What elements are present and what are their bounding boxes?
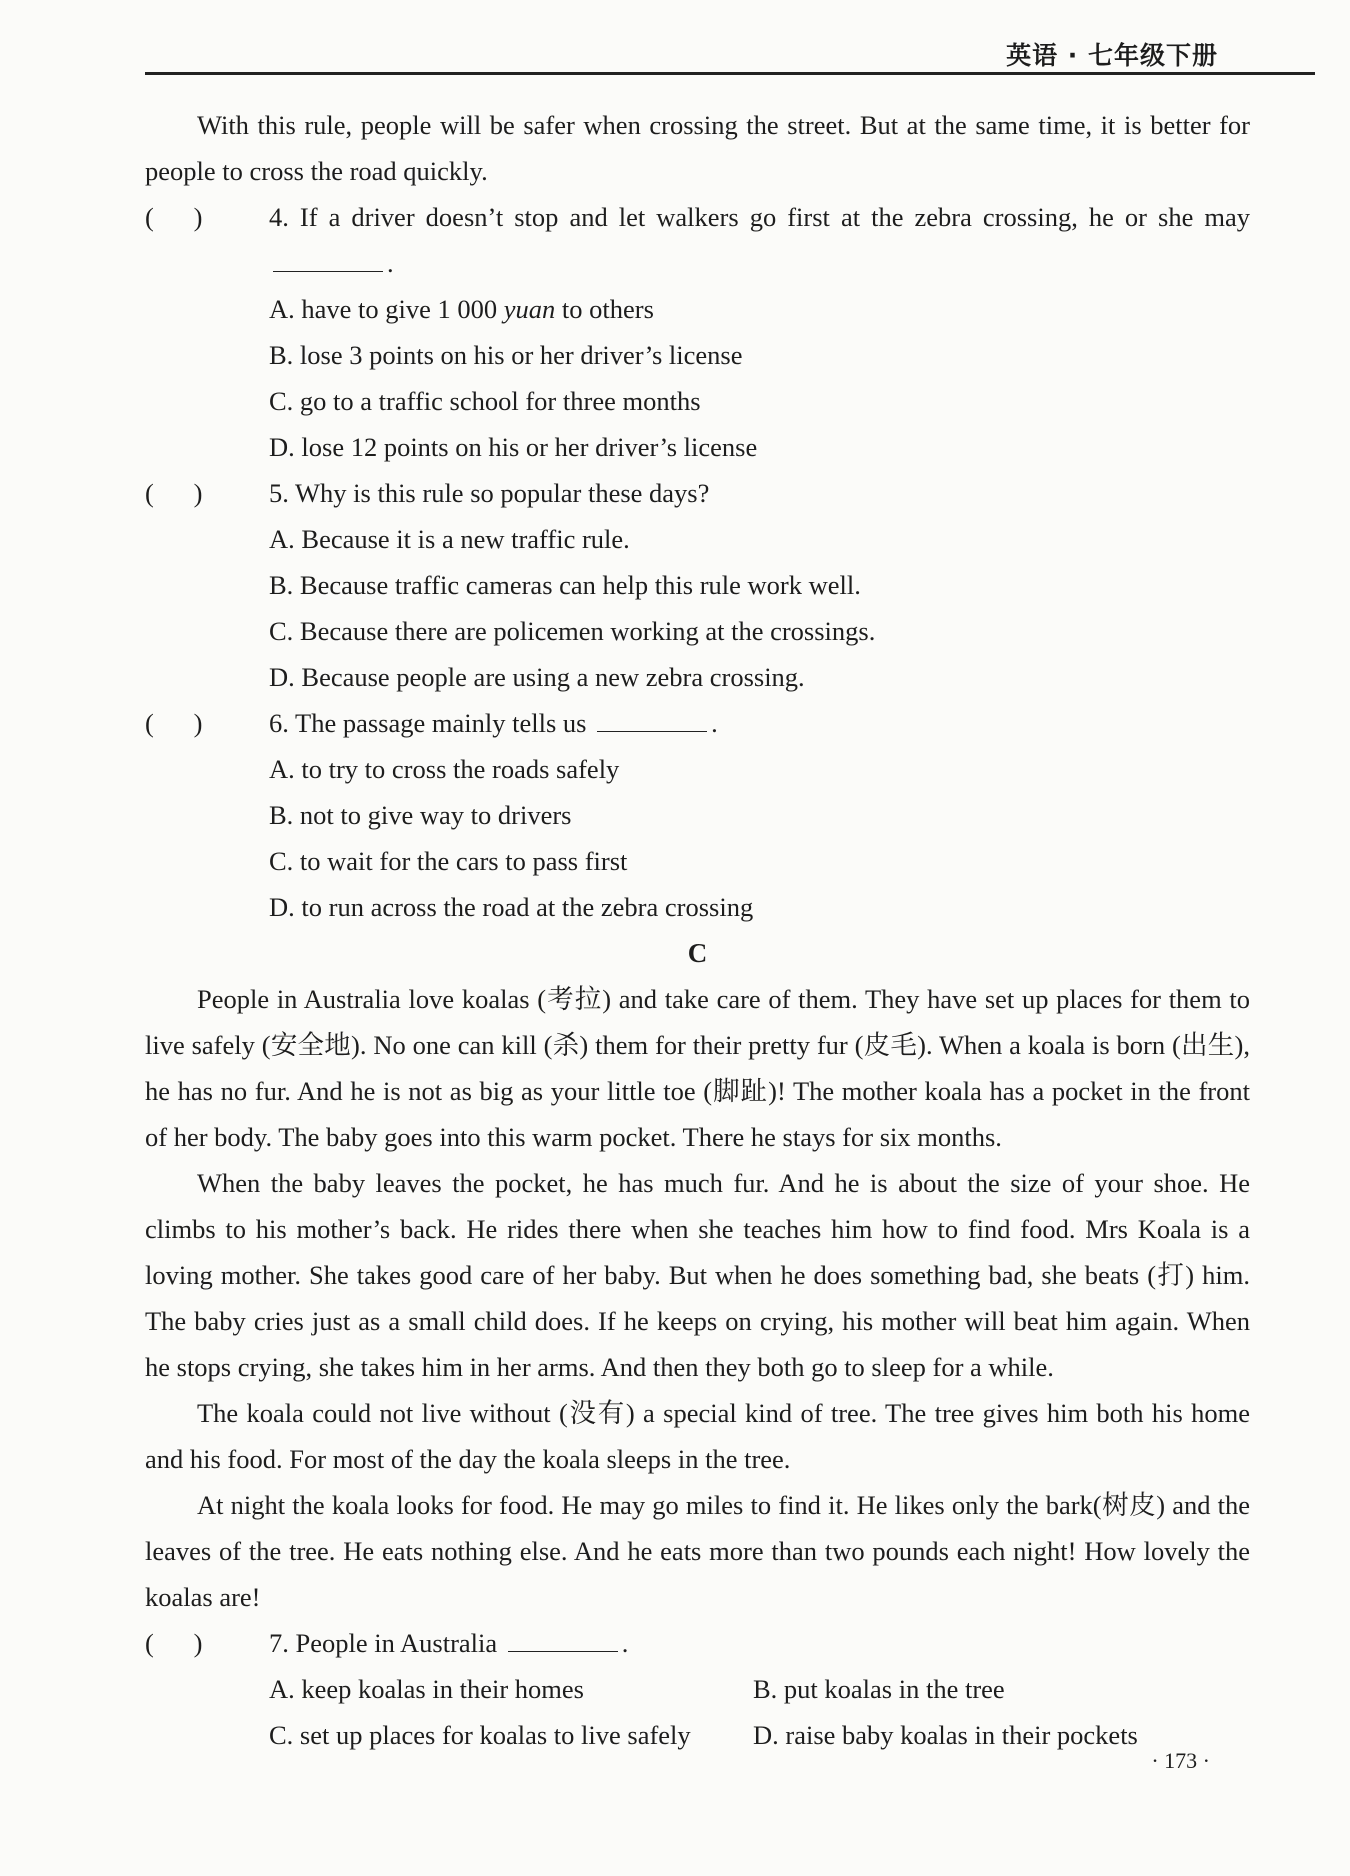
option-b: B. lose 3 points on his or her driver’s license (269, 340, 743, 370)
question-7 (145, 1620, 1250, 1666)
page-header-title: 英语 · 七年级下册 (1006, 41, 1218, 70)
passage-paragraph: People in Australia love koalas (考拉) and take care of them. They have set up places for them to live safely (安全地). No one can kill (杀) them for their pretty fur (皮毛). When a koala is born (出生), he has no fur. And he is not as big as your little toe (脚趾)! The mother koala has a pocket in the front of her body. The baby goes into this warm pocket. There he stays for six months. (145, 984, 1250, 1152)
fill-blank (508, 1625, 618, 1652)
answer-paren[interactable]: ( ) (145, 1628, 203, 1658)
answer-paren[interactable]: ( ) (145, 202, 203, 232)
page-content (145, 102, 1250, 1758)
section-heading: C (687, 938, 708, 968)
option-b: B. Because traffic cameras can help this rule work well. (269, 570, 861, 600)
passage-paragraph: At night the koala looks for food. He may go miles to find it. He likes only the bark(树皮) and the leaves of the tree. He eats nothing else. And he eats more than two pounds each night! How lovely the koalas are! (145, 1490, 1250, 1612)
option-c: C. to wait for the cars to pass first (269, 846, 628, 876)
answer-paren[interactable]: ( ) (145, 478, 203, 508)
intro-paragraph: With this rule, people will be safer when crossing the street. But at the same time, it is better for people to cross the road quickly. (145, 110, 1250, 186)
page-number: · 173 · (1151, 1748, 1210, 1773)
option-a: A. to try to cross the roads safely (269, 754, 620, 784)
question-4 (145, 194, 1250, 286)
question-5 (145, 470, 1250, 516)
option-c: C. go to a traffic school for three months (269, 386, 701, 416)
options-row (269, 1666, 1250, 1712)
option-d: D. Because people are using a new zebra crossing. (269, 662, 805, 692)
question-stem: 5. Why is this rule so popular these days? (269, 478, 710, 508)
passage-paragraph: When the baby leaves the pocket, he has much fur. And he is about the size of your shoe. He climbs to his mother’s back. He rides there when she teaches him how to find food. Mrs Koala is a loving mother. She takes good care of her baby. But when he does something bad, she beats (打) him. The baby cries just as a small child does. If he keeps on crying, his mother will beat him again. When he stops crying, she takes him in her arms. And then they both go to sleep for a while. (145, 1168, 1250, 1382)
question-stem: 7. People in Australia . (269, 1620, 1250, 1666)
option-b: B. put koalas in the tree (753, 1674, 1005, 1704)
header-rule (145, 72, 1315, 75)
fill-blank (597, 705, 707, 732)
passage-paragraph: The koala could not live without (没有) a special kind of tree. The tree gives him both his home and his food. For most of the day the koala sleeps in the tree. (145, 1398, 1250, 1474)
fill-blank (273, 245, 383, 272)
option-a: A. keep koalas in their homes (269, 1674, 584, 1704)
option-d: D. lose 12 points on his or her driver’s license (269, 432, 758, 462)
option-b: B. not to give way to drivers (269, 800, 572, 830)
option-c: C. set up places for koalas to live safely (269, 1720, 691, 1750)
question-stem: 6. The passage mainly tells us . (269, 700, 1250, 746)
question-6 (145, 700, 1250, 746)
option-d: D. to run across the road at the zebra crossing (269, 892, 754, 922)
question-stem: 4. If a driver doesn’t stop and let walkers go first at the zebra crossing, he or she may . (269, 202, 1250, 278)
option-a: A. Because it is a new traffic rule. (269, 524, 630, 554)
option-c: C. Because there are policemen working at the crossings. (269, 616, 876, 646)
option-d: D. raise baby koalas in their pockets (753, 1720, 1138, 1750)
options-row (269, 1712, 1250, 1758)
answer-paren[interactable]: ( ) (145, 708, 203, 738)
option-a: A. have to give 1 000 yuan to others (269, 294, 654, 324)
